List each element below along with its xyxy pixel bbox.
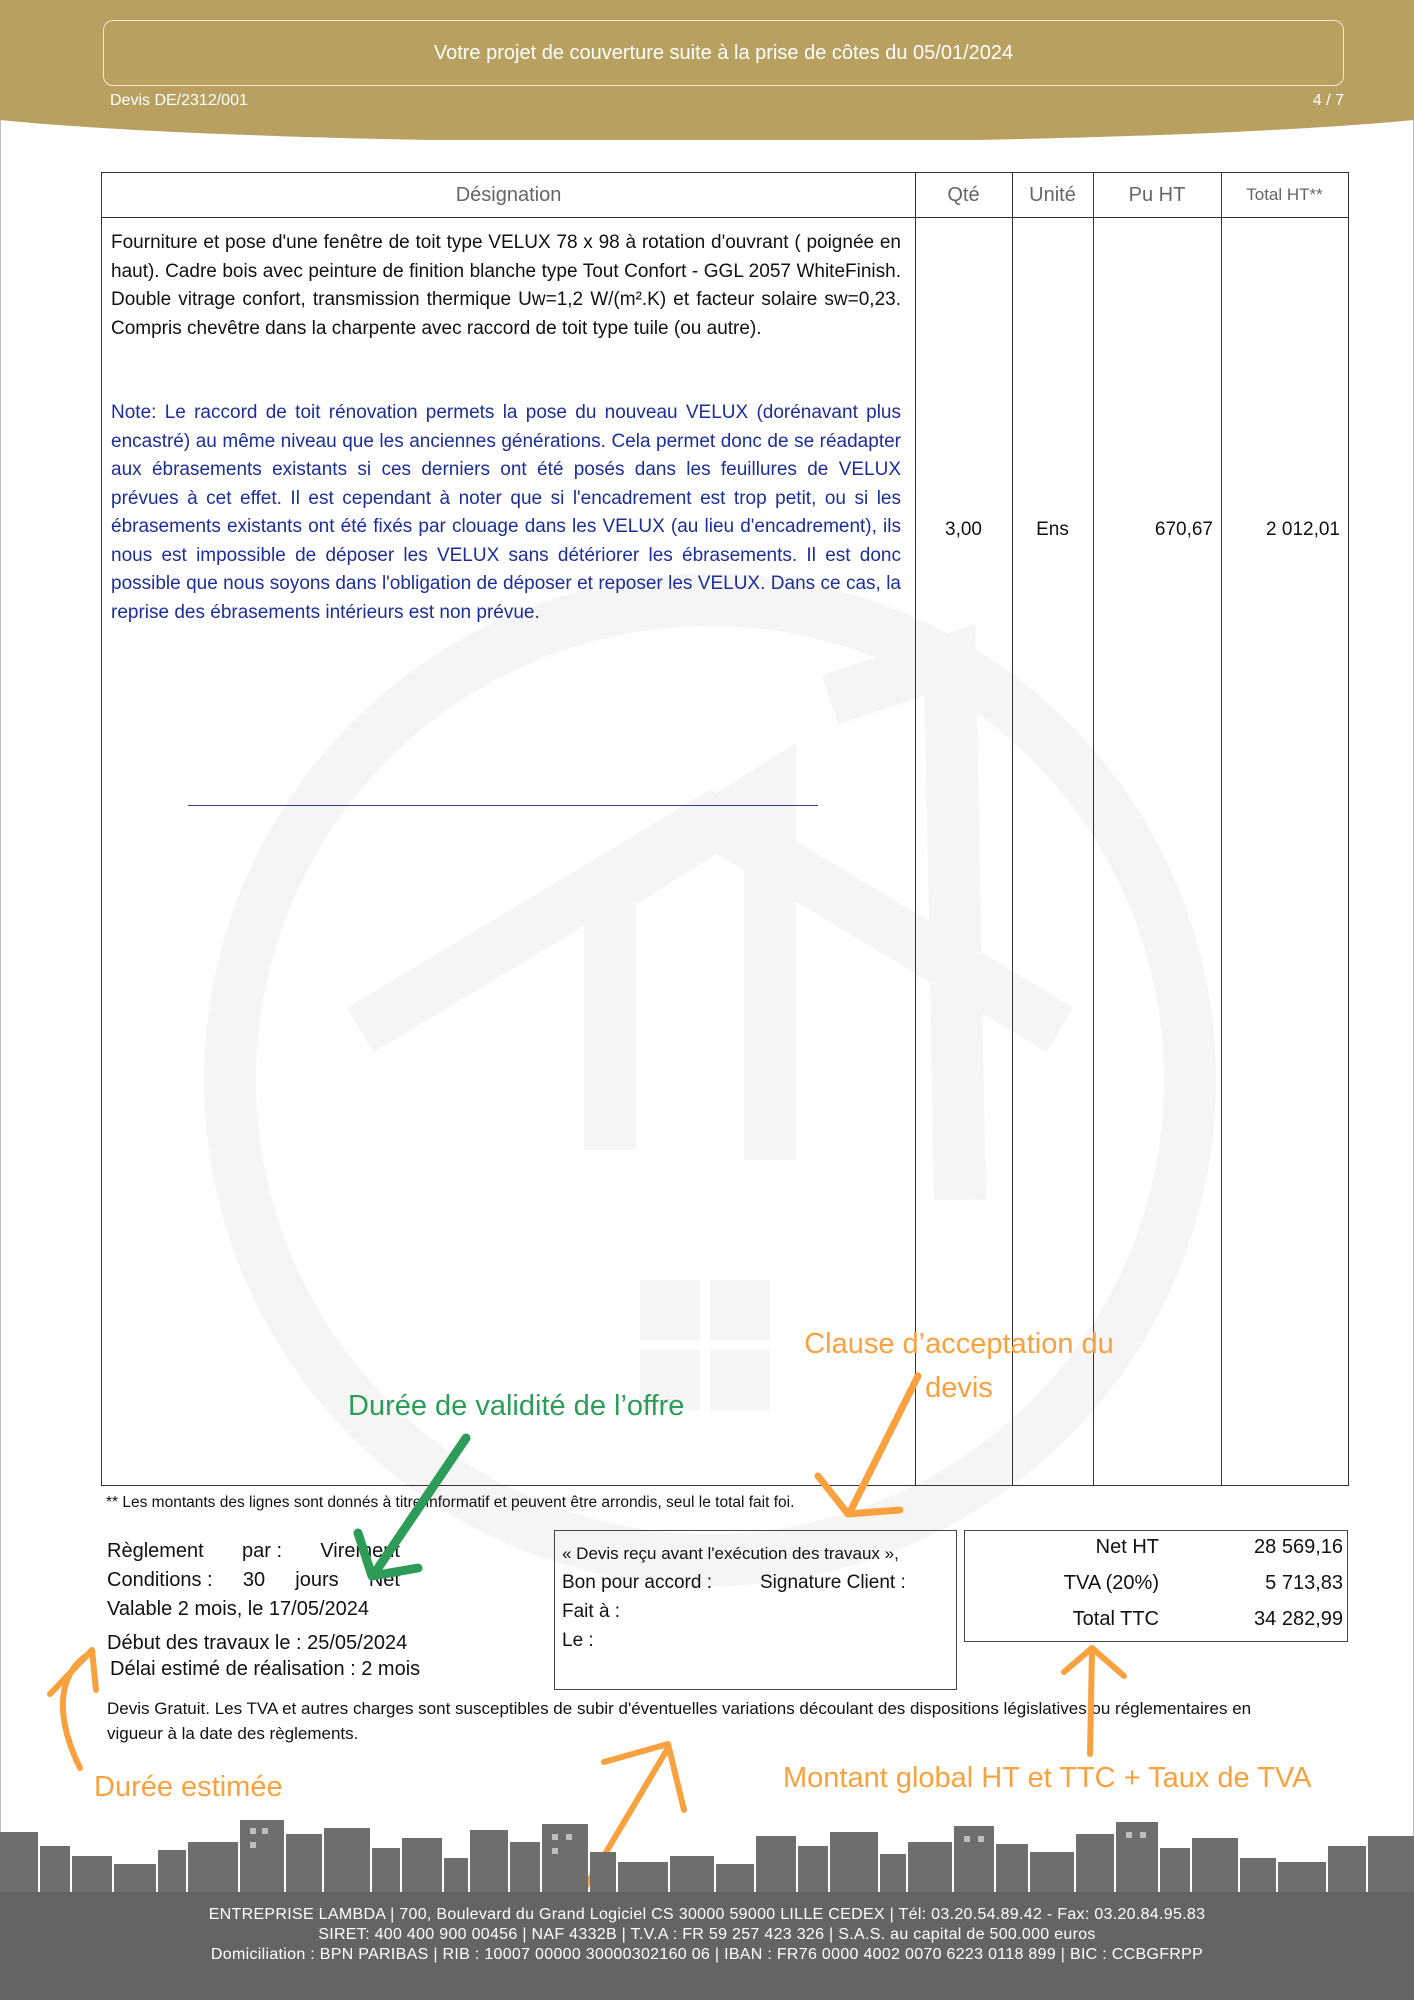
reglement-value: Virement — [320, 1540, 400, 1562]
legal-note: Devis Gratuit. Les TVA et autres charges sont susceptibles de subir d'éventuelles variations découlant des dispositions législatives ou réglementaires en vigueur à la date des règlements. — [107, 1699, 1252, 1743]
conditions-label: Conditions : — [107, 1569, 213, 1591]
payment-terms — [107, 1537, 400, 1624]
description-underline — [188, 805, 818, 806]
annotation-clause-line2: devis — [925, 1372, 993, 1404]
footer-line-2: SIRET: 400 400 900 00456 | NAF 4332B | T.V.A : FR 59 257 423 326 | S.A.S. au capital de 500.000 euros — [318, 1926, 1096, 1943]
footer-line-3: Domiciliation : BPN PARIBAS | RIB : 10007 00000 30000302160 06 | IBAN : FR76 0000 4002 0070 6223 0118 899 | BIC : CCBGFRPP — [210, 1946, 1204, 1963]
column-divider — [1093, 173, 1094, 1485]
city-skyline — [0, 1812, 1414, 1892]
item-total: 2 012,01 — [1266, 519, 1340, 540]
signature-client: Signature Client : — [759, 1572, 906, 1593]
header-divider — [102, 217, 1348, 218]
totals-box — [964, 1530, 1348, 1642]
document-title — [103, 20, 1344, 86]
totals-value: 28 569,16 — [1254, 1536, 1343, 1558]
item-quantity: 3,00 — [945, 519, 982, 540]
conditions-days: 30 — [242, 1569, 266, 1591]
header-unit-price: Pu HT — [1128, 183, 1186, 206]
reglement-label: Règlement — [107, 1540, 204, 1562]
footer-line-1: ENTREPRISE LAMBDA | 700, Boulevard du Grand Logiciel CS 30000 59000 LILLE CEDEX | Tél: 03.20.54.89.42 - Fax: 03.20.84.95.83 — [208, 1906, 1206, 1923]
conditions-tail: Net — [368, 1569, 400, 1591]
date-le: Le : — [562, 1630, 594, 1651]
document-title-text: Votre projet de couverture suite à la prise de côtes du 05/01/2024 — [433, 41, 1014, 64]
page-number: 4 / 7 — [1312, 92, 1344, 109]
header-designation: Désignation — [455, 183, 562, 206]
company-footer — [0, 1892, 1414, 2000]
fait-a: Fait à : — [562, 1601, 621, 1622]
totals-value: 34 282,99 — [1254, 1608, 1343, 1630]
totals-row-net — [965, 1536, 1349, 1566]
column-divider — [1221, 173, 1222, 1485]
annotation-duration: Durée estimée — [94, 1771, 283, 1803]
annotation-clause-line1: Clause d’acceptation du — [804, 1328, 1114, 1360]
acceptance-box — [554, 1530, 957, 1690]
bon-pour-accord: Bon pour accord : — [562, 1572, 712, 1593]
validity-date: Valable 2 mois, le 17/05/2024 — [107, 1598, 370, 1620]
header-unit: Unité — [1029, 183, 1076, 206]
totals-row-ttc — [965, 1608, 1349, 1638]
header-quantity: Qté — [947, 183, 980, 206]
column-divider — [1012, 173, 1013, 1485]
quote-table — [101, 172, 1349, 1486]
item-description: Fourniture et pose d'une fenêtre de toit type VELUX 78 x 98 à rotation d'ouvrant ( poignée en haut). Cadre bois avec peinture de finition blanche type Tout Confort - GGL 2057 WhiteFinish. Double vitrage confort, transmission thermique Uw=1,2 W/(m².K) et facteur solaire sw=0,23. Compris chevêtre dans la charpente avec raccord de toit type tuile (ou autre). — [111, 232, 901, 339]
item-unit: Ens — [1036, 519, 1069, 540]
conditions-unit: jours — [295, 1569, 339, 1591]
annotation-clause — [774, 1322, 1144, 1410]
totals-row-tva — [965, 1572, 1349, 1602]
acceptance-statement: « Devis reçu avant l'exécution des travaux », — [562, 1544, 899, 1563]
totals-label: TVA (20%) — [1063, 1572, 1159, 1594]
reglement-par: par : — [242, 1540, 283, 1562]
item-unit-price: 670,67 — [1154, 519, 1213, 540]
totals-label: Total TTC — [1072, 1608, 1159, 1630]
totals-label: Net HT — [1095, 1536, 1159, 1558]
annotation-validity: Durée de validité de l’offre — [348, 1390, 685, 1422]
annotation-totals: Montant global HT et TTC + Taux de TVA — [783, 1762, 1312, 1794]
item-note: Note: Le raccord de toit rénovation permets la pose du nouveau VELUX (dorénavant plus encastré) au même niveau que les anciennes générations. Cela permet donc de se réadapter aux ébrasements existants si ces derniers ont été posés dans les feuillures de VELUX prévues à cet effet. Il est cependant à noter que si l'encadrement est trop petit, ou si les ébrasements existants ont été fixés par clouage dans les VELUX (au lieu d'encadrement), ils nous est impossible de déposer les VELUX sans détériorer les ébrasements. Il est donc possible que nous soyons dans l'obligation de déposer et reposer les VELUX. Dans ce cas, la reprise des ébrasements intérieurs est non prévue. — [111, 402, 901, 623]
estimated-duration: Délai estimé de réalisation : 2 mois — [110, 1658, 421, 1680]
devis-number: Devis DE/2312/001 — [110, 92, 248, 109]
column-divider — [915, 173, 916, 1485]
header-total: Total HT** — [1246, 185, 1323, 204]
footnote: ** Les montants des lignes sont donnés à titre informatif et peuvent être arrondis, seul le total fait foi. — [106, 1494, 795, 1511]
start-date: Début des travaux le : 25/05/2024 — [107, 1632, 408, 1654]
totals-value: 5 713,83 — [1265, 1572, 1343, 1594]
